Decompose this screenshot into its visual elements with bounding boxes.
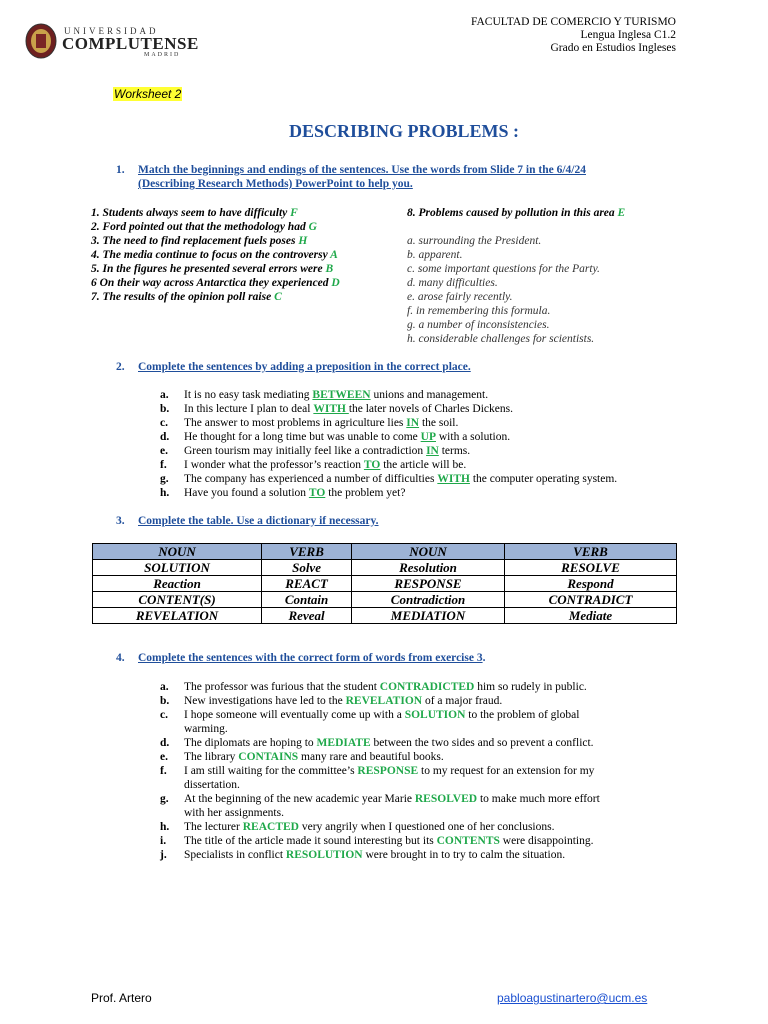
sentence-start: The professor was furious that the student [184,681,380,693]
section-3-heading [116,514,676,530]
list-item [160,472,700,486]
answer-letter: E [617,207,626,219]
university-main-text: COMPLUTENSE [62,34,199,53]
table-cell: Solve [262,560,352,576]
table-row [93,576,677,592]
item-letter: a. [160,681,169,693]
sentence-end: the article will be. [380,459,467,471]
list-item: h. considerable challenges for scientists. [407,333,595,345]
sentence-end: the later novels of Charles Dickens. [348,403,513,415]
instruction-line-1: Match the beginnings and endings of the sentences. Use the words from Slide 7 in the 6/4/24 [138,164,586,176]
sentence-end: him so rudely in public. [474,681,587,693]
table-cell: Reaction [93,576,262,592]
answer-word: IN [406,417,420,429]
sentence-start: The company has experienced a number of difficulties [184,473,438,485]
degree-name: Grado en Estudios Ingleses [550,42,676,54]
item-letter: j. [160,849,167,861]
sentence-start: New investigations have led to the [184,695,346,707]
list-item [160,430,700,444]
word-form-table [92,543,677,624]
list-item: f. in remembering this formula. [407,305,551,317]
answer-letter: D [331,277,340,289]
answer-word: MEDIATE [316,737,371,749]
beginning-text: 6 On their way across Antarctica they experienced [91,277,329,289]
list-item [91,220,371,234]
beginning-text: 5. In the figures he presented several errors were [91,263,323,275]
section-number: 3. [116,515,125,527]
sentence-end: to my request for an extension for my [418,765,595,777]
sentence-start: It is no easy task mediating [184,389,313,401]
list-item [160,750,680,764]
section-4-heading [116,651,676,667]
table-row [93,608,677,624]
list-item [160,848,680,862]
table-row [93,592,677,608]
item-letter: g. [160,793,169,805]
sentence-start: Have you found a solution [184,487,309,499]
sentence-end: the soil. [419,417,459,429]
beginning-text: 3. The need to find replacement fuels poses [91,235,296,247]
list-item [160,694,680,708]
sentence-start: The diplomats are hoping to [184,737,317,749]
list-item: d. many difficulties. [407,277,498,289]
list-item: b. apparent. [407,249,463,261]
beginning-text: 2. Ford pointed out that the methodology had [91,221,306,233]
table-cell: SOLUTION [93,560,262,576]
answer-word: UP [420,431,436,443]
sentence-end: the problem yet? [325,487,406,499]
item-letter: f. [160,765,167,777]
sentence-start: I hope someone will eventually come up with a [184,709,405,721]
list-item: c. some important questions for the Party. [407,263,600,275]
list-item [91,206,371,220]
item-letter: f. [160,459,167,471]
list-item [160,708,680,736]
sentence-end: were disappointing. [499,835,594,847]
sentence-start: The title of the article made it sound interesting but its [184,835,437,847]
sentence-start: At the beginning of the new academic year Marie [184,793,415,805]
column-header: VERB [262,544,352,560]
beginning-text: 8. Problems caused by pollution in this area [407,207,615,219]
table-header-row [93,544,677,560]
sentence-start: Green tourism may initially feel like a contradiction [184,445,427,457]
course-name: Lengua Inglesa C1.2 [580,29,676,41]
instruction-text: Complete the sentences with the correct form of words from exercise 3 [138,652,483,664]
sentence-start: The answer to most problems in agriculture lies [184,417,407,429]
answer-letter: F [290,207,298,219]
section-instruction [138,163,658,191]
list-item [160,444,700,458]
list-item: e. arose fairly recently. [407,291,513,303]
answer-letter: H [298,235,308,247]
table-cell: REACT [262,576,352,592]
list-item [160,458,700,472]
answer-word: REACTED [242,821,299,833]
answer-word: CONTRADICTED [379,681,475,693]
sentence-eight [407,206,687,220]
faculty-name: FACULTAD DE COMERCIO Y TURISMO [470,16,676,28]
sentence-continuation: dissertation. [184,779,240,791]
answer-word: RESPONSE [357,765,419,777]
sentence-end: unions and management. [370,389,489,401]
answer-word: RESOLUTION [285,849,363,861]
table-row [93,560,677,576]
sentence-start: I wonder what the professor’s reaction [184,459,364,471]
table-cell: Mediate [505,608,677,624]
sentence-start: He thought for a long time but was unable to come [184,431,421,443]
university-small-text: UNIVERSIDAD [64,26,159,36]
answer-word: WITH [437,473,470,485]
sentence-endings [407,234,600,346]
list-item [91,276,371,290]
sentence-start: I am still waiting for the committee’s [184,765,358,777]
sentence-end: terms. [438,445,471,457]
column-header: VERB [505,544,677,560]
footer-email-link[interactable]: pabloagustinartero@ucm.es [497,991,648,1005]
sentence-continuation: warming. [184,723,228,735]
university-logo [24,22,199,62]
answer-word: CONTENTS [436,835,500,847]
section-number: 2. [116,361,125,373]
section-instruction: Complete the table. Use a dictionary if necessary. [138,515,379,527]
answer-letter: A [330,249,338,261]
list-item: a. surrounding the President. [407,235,542,247]
item-letter: b. [160,403,170,415]
instruction-period: . [482,652,486,664]
sentence-end: of a major fraud. [422,695,503,707]
list-item [160,680,680,694]
table-cell: Contradiction [352,592,505,608]
answer-word: TO [363,459,381,471]
beginning-text: 4. The media continue to focus on the controversy [91,249,328,261]
item-letter: g. [160,473,169,485]
sentence-end: between the two sides and so prevent a conflict. [370,737,594,749]
worksheet-label: Worksheet 2 [114,87,182,101]
beginning-text: 7. The results of the opinion poll raise [91,291,272,303]
university-city-text: MADRID [144,52,181,58]
footer-author: Prof. Artero [91,991,152,1005]
item-letter: i. [160,835,167,847]
table-cell: REVELATION [93,608,262,624]
list-item: g. a number of inconsistencies. [407,319,550,331]
page-title: DESCRIBING PROBLEMS : [288,121,520,141]
column-header: NOUN [93,544,262,560]
list-item [160,486,700,500]
answer-letter: G [308,221,317,233]
answer-word: SOLUTION [404,709,466,721]
section-2-heading [116,360,676,376]
list-item [160,792,680,820]
sentence-continuation: with her assignments. [184,807,284,819]
table-cell: Respond [505,576,677,592]
item-letter: c. [160,417,168,429]
table-cell: CONTENT(S) [93,592,262,608]
item-letter: d. [160,737,170,749]
list-item [160,416,700,430]
sentence-start: In this lecture I plan to deal [184,403,314,415]
list-item [160,402,700,416]
sentence-start: Specialists in conflict [184,849,286,861]
answer-word: IN [426,445,439,457]
column-header: NOUN [352,544,505,560]
beginning-text: 1. Students always seem to have difficulty [91,207,288,219]
table-cell: RESOLVE [505,560,677,576]
sentence-end: many rare and beautiful books. [298,751,444,763]
sentence-beginnings [91,206,371,304]
section-instruction [138,651,658,665]
sentence-end: the computer operating system. [469,473,618,485]
item-letter: b. [160,695,170,707]
table-cell: CONTRADICT [505,592,677,608]
section-number: 4. [116,652,125,664]
item-letter: h. [160,821,170,833]
answer-word: RESOLVED [414,793,478,805]
section-number: 1. [116,164,125,176]
table-cell: Contain [262,592,352,608]
course-info [471,16,676,55]
answer-letter: C [274,291,282,303]
preposition-list [160,388,700,500]
instruction-line-2: (Describing Research Methods) PowerPoint to help you. [138,178,413,190]
item-letter: a. [160,389,169,401]
sentence-end: very angrily when I questioned one of her conclusions. [298,821,555,833]
sentence-end: to the problem of global [465,709,580,721]
sentence-end: to make much more effort [477,793,600,805]
answer-word: REVELATION [345,695,423,707]
list-item [91,248,371,262]
sentence-end: were brought in to try to calm the situation. [362,849,566,861]
university-crest-icon [24,22,58,60]
table-cell: Resolution [352,560,505,576]
answer-word: CONTAINS [238,751,299,763]
sentence-end: with a solution. [436,431,511,443]
table-cell: RESPONSE [352,576,505,592]
answer-letter: B [325,263,334,275]
item-letter: d. [160,431,170,443]
table-cell: Reveal [262,608,352,624]
list-item [160,834,680,848]
list-item [160,736,680,750]
list-item [160,388,700,402]
list-item [91,262,371,276]
section-instruction: Complete the sentences by adding a preposition in the correct place. [138,361,471,373]
list-item [160,820,680,834]
answer-word: BETWEEN [312,389,371,401]
answer-word: TO [308,487,326,499]
sentence-start: The lecturer [184,821,243,833]
answer-word: WITH [313,403,349,415]
item-letter: e. [160,751,168,763]
list-item [160,764,680,792]
section-1-heading [116,163,676,193]
word-form-sentences [160,680,680,862]
item-letter: c. [160,709,168,721]
item-letter: h. [160,487,170,499]
list-item [91,234,371,248]
item-letter: e. [160,445,168,457]
list-item [91,290,371,304]
table-cell: MEDIATION [352,608,505,624]
sentence-start: The library [184,751,239,763]
